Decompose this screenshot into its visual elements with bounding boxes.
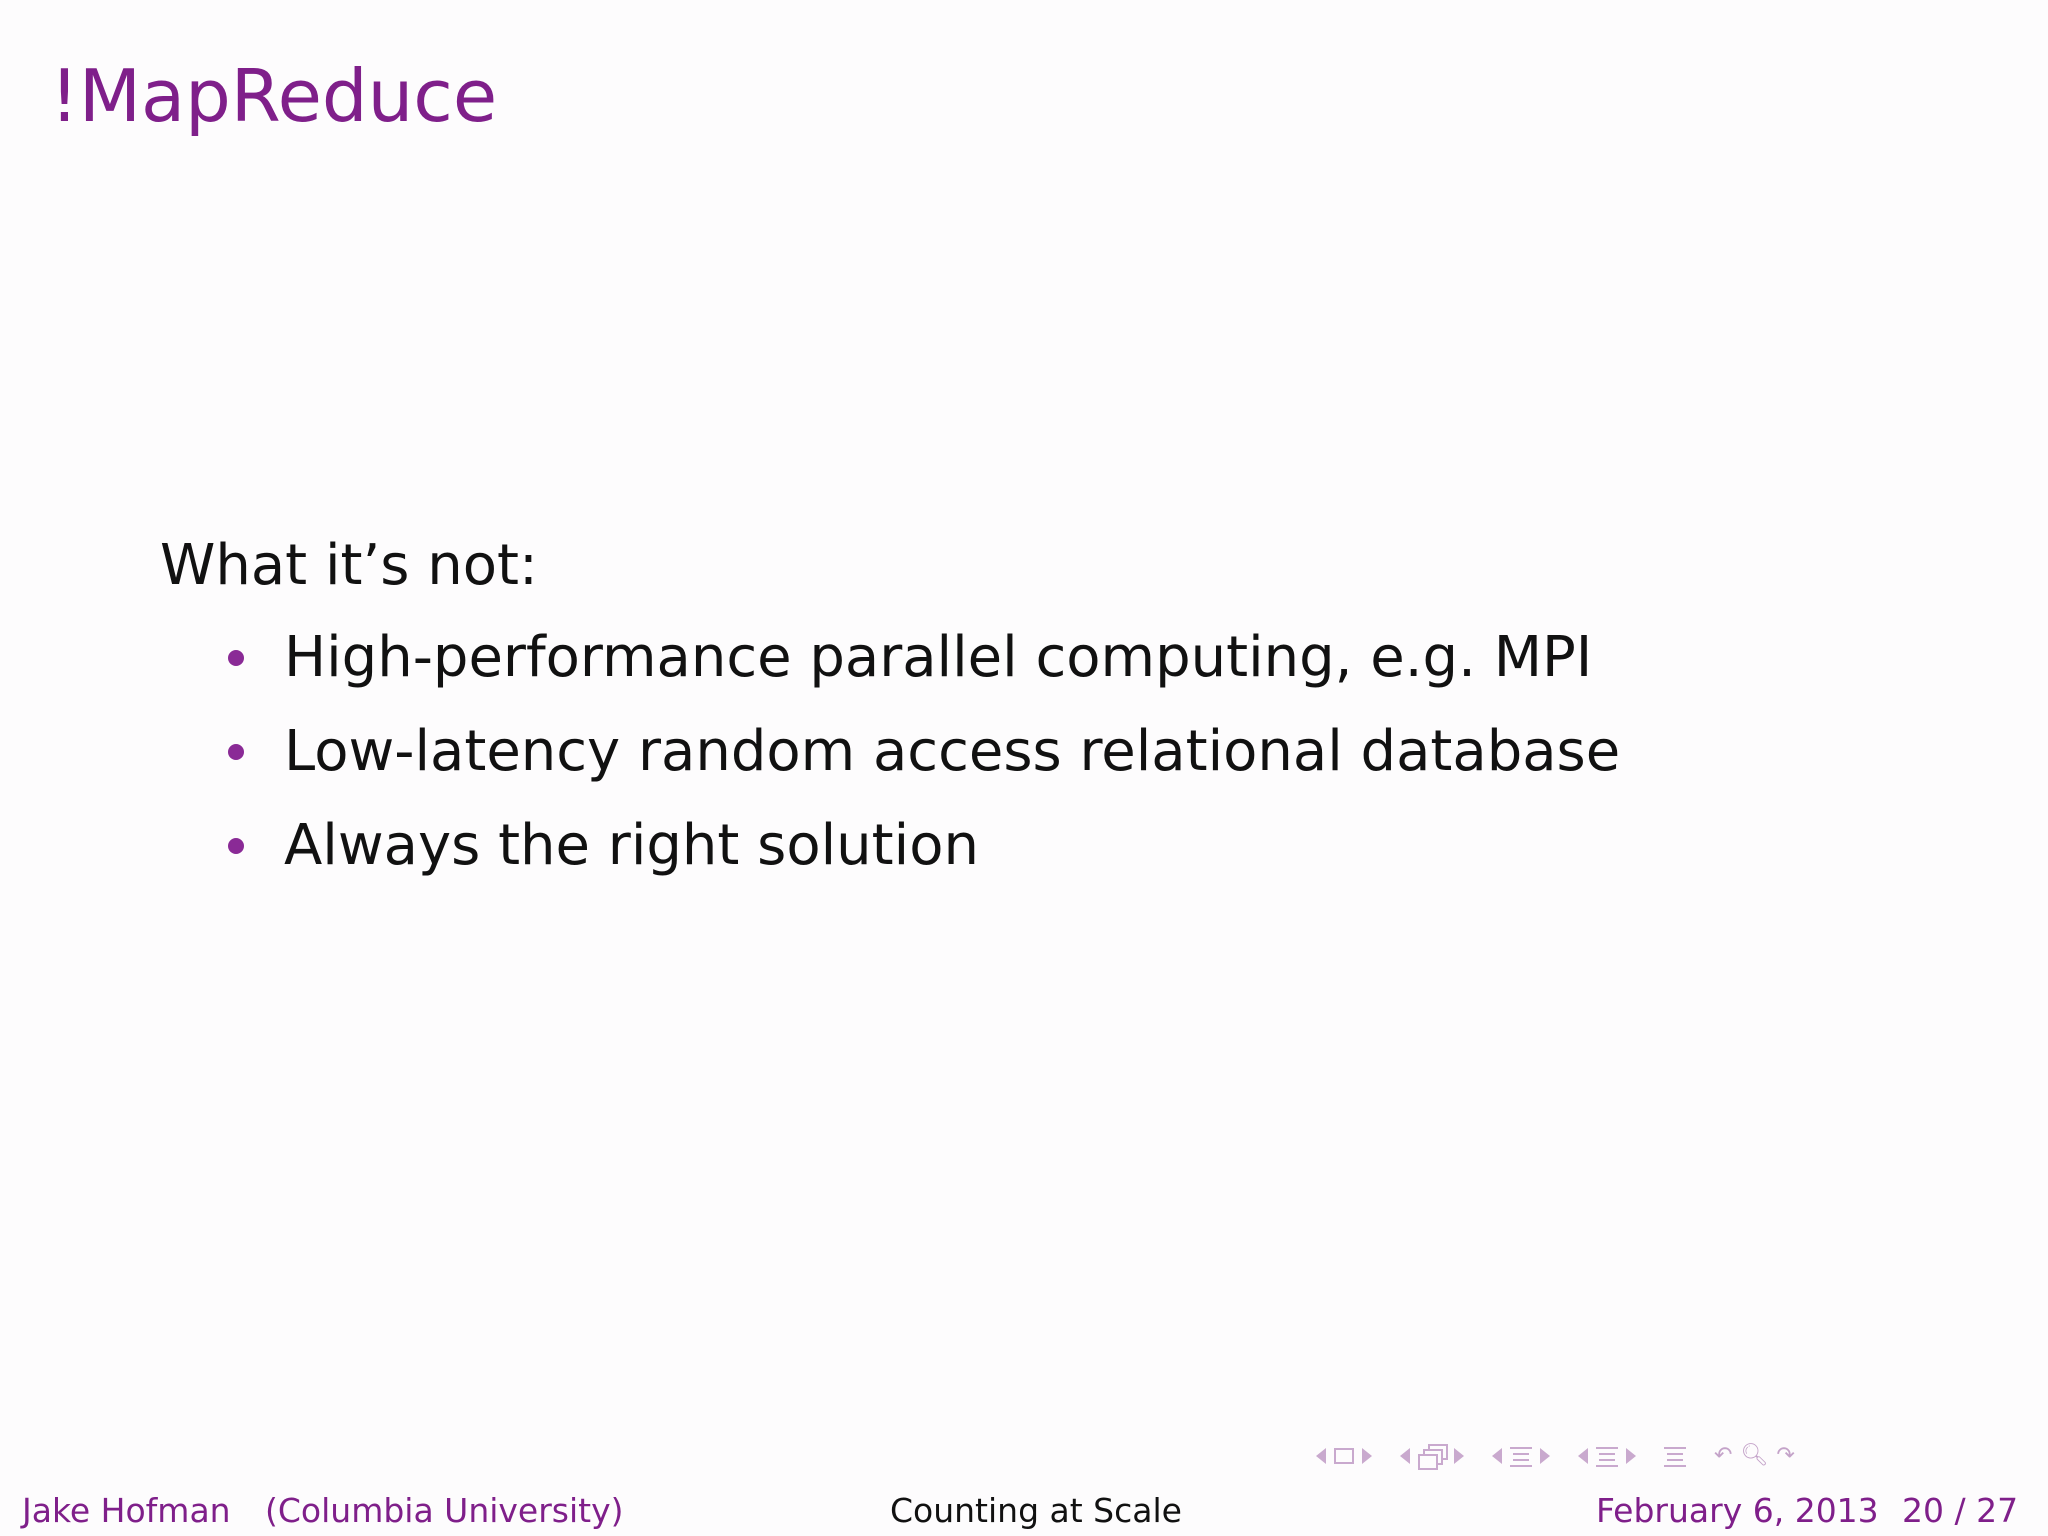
bullet-icon — [228, 744, 244, 760]
section-nav — [1578, 1445, 1636, 1467]
list-item — [160, 808, 1860, 902]
subsection-prev-icon[interactable] — [1492, 1448, 1502, 1464]
slide-content — [160, 528, 1860, 902]
subsection-icon[interactable] — [1510, 1445, 1532, 1467]
frame-prev-icon[interactable] — [1400, 1448, 1410, 1464]
lead-text: What it’s not: — [160, 533, 538, 598]
search-icon[interactable]: 🔍︎ — [1740, 1443, 1769, 1468]
footer-page-number: 20 / 27 — [1902, 1491, 2019, 1530]
footer-title: Counting at Scale — [890, 1491, 1182, 1530]
section-next-icon[interactable] — [1626, 1448, 1636, 1464]
section-icon[interactable] — [1596, 1445, 1618, 1467]
slide-next-icon[interactable] — [1362, 1448, 1372, 1464]
list-item — [160, 620, 1860, 714]
document-icon[interactable] — [1664, 1445, 1686, 1467]
footer-institute: (Columbia University) — [265, 1491, 624, 1530]
forward-icon[interactable]: ↷ — [1776, 1443, 1795, 1468]
footer-author: Jake Hofman — [22, 1491, 231, 1530]
slide-icon[interactable] — [1334, 1448, 1354, 1464]
list-item-text: High-performance parallel computing, e.g. MPI — [284, 625, 1593, 690]
frame-title: !MapReduce — [50, 54, 498, 138]
subsection-nav — [1492, 1445, 1550, 1467]
slide-nav — [1316, 1448, 1372, 1464]
list-item-text: Low-latency random access relational database — [284, 719, 1621, 784]
document-nav — [1664, 1445, 1686, 1467]
navigation-bar — [1316, 1440, 2036, 1472]
bullet-icon — [228, 650, 244, 666]
subsection-next-icon[interactable] — [1540, 1448, 1550, 1464]
frame-nav — [1400, 1444, 1464, 1468]
frame-icon[interactable] — [1418, 1444, 1446, 1468]
slide-prev-icon[interactable] — [1316, 1448, 1326, 1464]
back-icon[interactable]: ↶ — [1714, 1443, 1733, 1468]
footer-date: February 6, 2013 — [1596, 1491, 1879, 1530]
list-item — [160, 714, 1860, 808]
footer — [0, 1486, 2048, 1536]
section-prev-icon[interactable] — [1578, 1448, 1588, 1464]
frame-next-icon[interactable] — [1454, 1448, 1464, 1464]
bullet-list — [160, 620, 1860, 902]
list-item-text: Always the right solution — [284, 813, 979, 878]
search-nav — [1714, 1443, 1795, 1469]
bullet-icon — [228, 838, 244, 854]
